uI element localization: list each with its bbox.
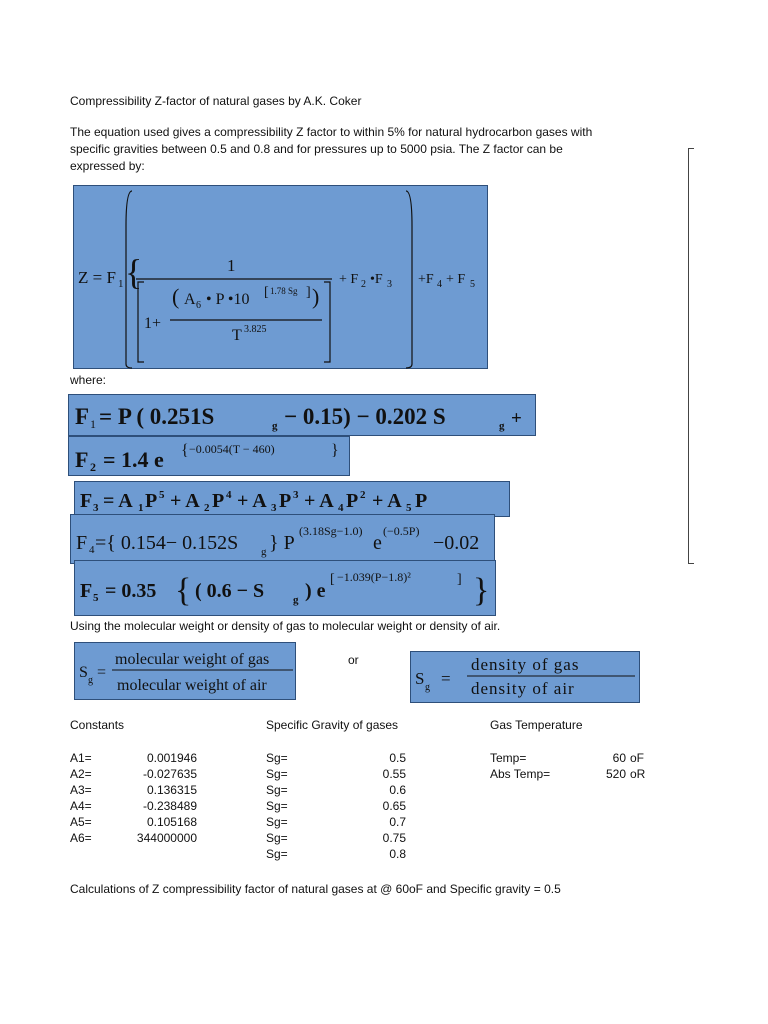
svg-text:F: F — [76, 532, 88, 554]
temp-label: Abs Temp= — [490, 767, 551, 781]
svg-text:P: P — [346, 490, 359, 512]
svg-text:− 0.15) − 0.202 S: − 0.15) − 0.202 S — [284, 404, 446, 429]
svg-text:g: g — [293, 594, 299, 606]
svg-text:]: ] — [306, 285, 311, 300]
svg-text:molecular weight of air: molecular weight of air — [117, 677, 267, 694]
svg-text:1.78 Sg: 1.78 Sg — [270, 286, 298, 296]
svg-text:= 1.4 e: = 1.4 e — [103, 447, 164, 472]
svg-text:1: 1 — [118, 278, 124, 290]
svg-text:+ A: + A — [237, 490, 267, 512]
temp-unit: oF — [630, 751, 645, 765]
f5-equation-image — [74, 560, 496, 616]
svg-text:4: 4 — [226, 489, 232, 501]
svg-text:+ A: + A — [372, 490, 402, 512]
constant-label: A5= — [70, 815, 92, 829]
svg-text:{: { — [181, 442, 189, 459]
svg-text:3.825: 3.825 — [244, 324, 267, 335]
or-label: or — [348, 653, 359, 667]
sg-value: 0.75 — [382, 831, 406, 845]
svg-text:P: P — [145, 490, 158, 512]
constant-label: A2= — [70, 767, 92, 781]
svg-text:−1.039(P−1.8)²: −1.039(P−1.8)² — [337, 570, 411, 584]
svg-text:=: = — [97, 664, 107, 681]
svg-text:} P: } P — [269, 532, 295, 554]
svg-text:= 0.35: = 0.35 — [105, 580, 157, 602]
svg-text:2: 2 — [90, 460, 96, 474]
constant-label: A6= — [70, 831, 92, 845]
svg-text:+ A: + A — [170, 490, 200, 512]
gas-temperature-heading: Gas Temperature — [490, 718, 583, 732]
svg-text:g: g — [272, 420, 278, 432]
svg-text:]: ] — [457, 572, 462, 587]
f2-equation-image — [68, 436, 350, 476]
svg-text:1: 1 — [138, 502, 144, 514]
svg-text:[: [ — [330, 572, 335, 587]
svg-text:(3.18Sg−1.0): (3.18Sg−1.0) — [299, 524, 363, 538]
svg-text:+ F: + F — [446, 272, 466, 287]
svg-text:3: 3 — [93, 502, 99, 514]
svg-text:}: } — [473, 572, 490, 609]
sg-value: 0.8 — [389, 847, 406, 861]
svg-text:g: g — [261, 546, 267, 558]
svg-text:}: } — [331, 442, 339, 459]
svg-text:( 0.6 − S: ( 0.6 − S — [195, 580, 265, 602]
svg-text:T: T — [232, 327, 242, 344]
svg-text:+: + — [511, 408, 522, 429]
sg-value: 0.5 — [389, 751, 406, 765]
document-title: Compressibility Z-factor of natural gases by A.K. Coker — [70, 94, 362, 108]
constant-value: 0.105168 — [146, 815, 197, 829]
svg-text:S: S — [415, 669, 425, 688]
svg-text:density of gas: density of gas — [471, 655, 580, 674]
svg-text:g: g — [499, 420, 505, 432]
calculation-note: Calculations of Z compressibility factor of natural gases at @ 60oF and Specific gravity = 0.5 — [70, 882, 561, 896]
z-equation-image — [73, 185, 488, 369]
svg-text:−0.0054(T − 460): −0.0054(T − 460) — [189, 442, 275, 456]
constant-label: A4= — [70, 799, 92, 813]
svg-text:5: 5 — [470, 279, 475, 290]
svg-text:F: F — [80, 490, 93, 512]
svg-text:4: 4 — [89, 544, 95, 556]
svg-text:2: 2 — [360, 489, 366, 501]
svg-text:=: = — [441, 669, 451, 688]
sg-value: 0.7 — [389, 815, 406, 829]
sg-value: 0.6 — [389, 783, 406, 797]
where-label: where: — [70, 373, 107, 387]
svg-text:{: { — [125, 252, 143, 292]
sg-label: Sg= — [266, 815, 288, 829]
svg-text:5: 5 — [93, 592, 99, 604]
constants-heading: Constants — [70, 718, 125, 732]
svg-text:g: g — [88, 675, 93, 686]
svg-text:P: P — [212, 490, 225, 512]
svg-text:F: F — [75, 447, 89, 472]
svg-text:e: e — [373, 532, 382, 554]
svg-text:−0.02: −0.02 — [433, 532, 480, 554]
sg-molecular-weight-image — [74, 642, 296, 700]
constant-value: 344000000 — [136, 831, 197, 845]
svg-text:3: 3 — [271, 502, 277, 514]
svg-text:): ) — [312, 284, 320, 309]
svg-text:5: 5 — [159, 489, 165, 501]
svg-text:+ A: + A — [304, 490, 334, 512]
sg-label: Sg= — [266, 847, 288, 861]
svg-text:3: 3 — [293, 489, 299, 501]
svg-text:{: { — [175, 572, 192, 609]
svg-text:density of air: density of air — [471, 679, 575, 698]
svg-text:P: P — [415, 490, 428, 512]
svg-text:3: 3 — [387, 279, 392, 290]
constant-value: 0.001946 — [146, 751, 197, 765]
svg-text:+ F: + F — [339, 272, 359, 287]
svg-text:4: 4 — [437, 279, 442, 290]
svg-text:= A: = A — [103, 490, 133, 512]
sg-value: 0.55 — [382, 767, 406, 781]
constant-value: -0.027635 — [142, 767, 197, 781]
svg-text:1+: 1+ — [144, 315, 162, 332]
svg-text:4: 4 — [338, 502, 344, 514]
svg-text:(−0.5P): (−0.5P) — [383, 524, 420, 538]
intro-paragraph: The equation used gives a compressibility Z factor to within 5% for natural hydrocarbon gases with specific gravities between 0.5 and 0.8 and for pressures up to 5000 psia. The Z factor can be expressed by: — [70, 125, 593, 173]
svg-text:A: A — [184, 291, 196, 308]
temp-unit: oR — [630, 767, 646, 781]
specific-gravity-heading: Specific Gravity of gases — [266, 718, 399, 732]
temp-value: 520 — [605, 767, 626, 781]
svg-text:•F: •F — [370, 272, 383, 287]
svg-text:[: [ — [264, 285, 269, 300]
sg-label: Sg= — [266, 751, 288, 765]
temp-value: 60 — [612, 751, 626, 765]
sg-label: Sg= — [266, 831, 288, 845]
svg-text:F: F — [75, 404, 90, 429]
constant-label: A1= — [70, 751, 92, 765]
svg-text:+F: +F — [418, 272, 434, 287]
svg-text:= P ( 0.251S: = P ( 0.251S — [99, 404, 215, 429]
svg-text:2: 2 — [361, 279, 366, 290]
f1-equation-tail — [68, 394, 536, 436]
sg-label: Sg= — [266, 767, 288, 781]
svg-text:1: 1 — [90, 417, 96, 431]
sg-value: 0.65 — [382, 799, 406, 813]
svg-text:Z = F: Z = F — [78, 268, 116, 287]
svg-text:P: P — [279, 490, 292, 512]
svg-text:• P •10: • P •10 — [206, 291, 250, 308]
f3-equation-image — [74, 481, 510, 517]
constant-value: -0.238489 — [142, 799, 197, 813]
svg-text:={ 0.154− 0.152S: ={ 0.154− 0.152S — [95, 532, 239, 554]
sg-label: Sg= — [266, 799, 288, 813]
f4-equation-image — [70, 514, 495, 564]
constant-value: 0.136315 — [146, 783, 197, 797]
sg-label: Sg= — [266, 783, 288, 797]
svg-text:5: 5 — [406, 502, 412, 514]
svg-text:F: F — [80, 580, 93, 602]
svg-text:) e: ) e — [305, 580, 326, 602]
right-bracket-line — [688, 148, 694, 564]
svg-text:1: 1 — [227, 256, 236, 275]
svg-text:6: 6 — [196, 300, 201, 311]
svg-text:S: S — [79, 664, 88, 681]
constant-label: A3= — [70, 783, 92, 797]
temp-label: Temp= — [490, 751, 527, 765]
svg-text:molecular weight of gas: molecular weight of gas — [115, 651, 270, 668]
svg-text:(: ( — [172, 284, 180, 309]
molecular-note: Using the molecular weight or density of gas to molecular weight or density of air. — [70, 619, 501, 633]
svg-text:2: 2 — [204, 502, 210, 514]
sg-density-image — [410, 651, 640, 703]
svg-text:g: g — [425, 682, 430, 693]
